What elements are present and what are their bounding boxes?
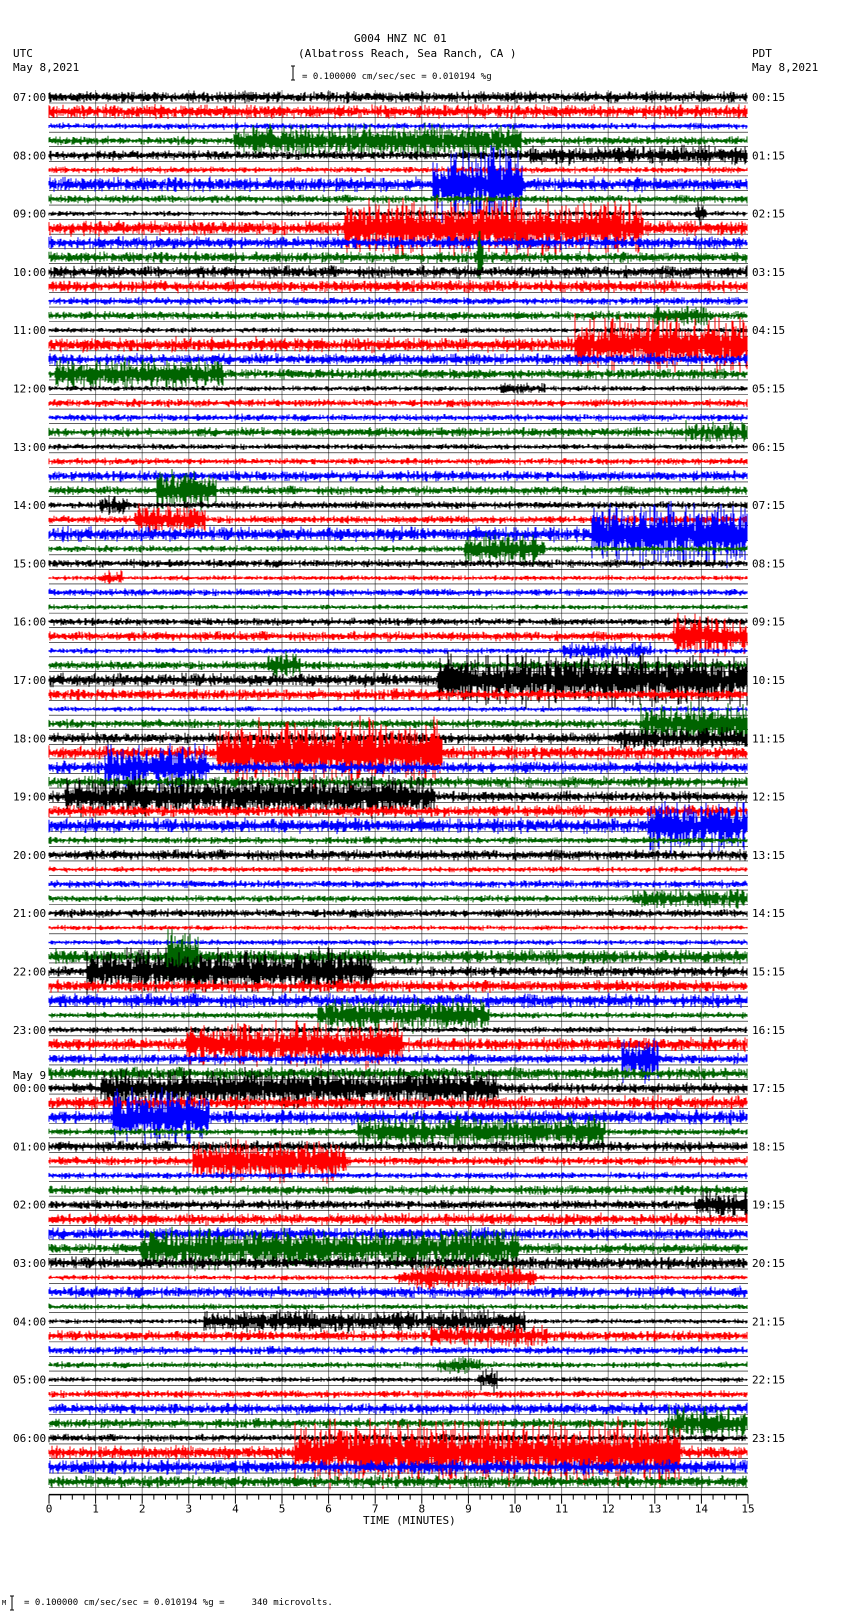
pdt-hour-label: 10:15: [752, 674, 786, 687]
seismic-trace: [49, 979, 747, 993]
seismic-trace: [49, 706, 747, 712]
pdt-hour-label: 04:15: [752, 324, 786, 338]
x-tick-label: 2: [138, 1502, 146, 1516]
pdt-hour-label: 17:15: [752, 1082, 786, 1096]
seismic-trace: [49, 104, 747, 119]
seismic-trace: [49, 1368, 747, 1393]
pdt-hour-label: 00:15: [752, 91, 786, 104]
pdt-hour-label: 06:15: [752, 440, 786, 454]
seismic-trace: [49, 1185, 747, 1196]
utc-hour-label: 23:00: [13, 1023, 47, 1037]
pdt-hour-label: 14:15: [752, 907, 786, 921]
utc-hour-label: 10:00: [13, 265, 47, 279]
utc-hour-label: 04:00: [13, 1315, 47, 1329]
pdt-hour-label: 07:15: [752, 499, 786, 513]
utc-hour-label: 14:00: [13, 499, 47, 513]
seismic-trace: [49, 1346, 747, 1355]
seismic-trace: [49, 866, 747, 873]
utc-hour-label: 08:00: [13, 149, 47, 163]
x-tick-label: 13: [648, 1502, 662, 1516]
x-tick-label: 14: [694, 1502, 709, 1516]
pdt-hour-label: 03:15: [752, 265, 786, 279]
x-tick-label: 4: [232, 1502, 239, 1516]
seismic-trace: [49, 327, 747, 333]
x-tick-label: 7: [371, 1502, 379, 1516]
utc-hour-label: 19:00: [13, 790, 47, 804]
utc-hour-label: 16:00: [13, 615, 47, 629]
utc-hour-label: 12:00: [13, 382, 47, 396]
seismic-trace: [49, 399, 747, 408]
seismic-trace: [49, 604, 747, 610]
utc-hour-label: 06:00: [13, 1431, 47, 1445]
seismic-trace: [49, 1172, 747, 1180]
x-tick-label: 3: [185, 1502, 193, 1516]
x-tick-label: 1: [92, 1502, 99, 1516]
pdt-hour-label: 22:15: [752, 1373, 786, 1387]
seismic-trace: [49, 279, 747, 293]
seismic-trace: [49, 642, 747, 661]
x-tick-label: 12: [601, 1502, 615, 1516]
seismic-trace: [49, 1402, 747, 1415]
seismic-trace: [49, 836, 747, 844]
utc-hour-label: 02:00: [13, 1198, 47, 1212]
left-timezone: UTC: [13, 47, 33, 60]
seismic-trace: [49, 1303, 747, 1310]
pdt-hour-label: 21:15: [752, 1315, 786, 1329]
seismic-trace: [49, 197, 747, 260]
pdt-hour-label: 18:15: [752, 1140, 786, 1154]
x-tick-label: 5: [278, 1502, 286, 1516]
x-tick-label: 15: [741, 1502, 755, 1516]
utc-hour-label: 18:00: [13, 732, 47, 746]
footer-mark: M: [2, 1599, 7, 1607]
seismic-trace: [49, 1390, 747, 1399]
footer-scale-bar-icon: [10, 1596, 14, 1610]
seismic-trace: [49, 570, 747, 584]
pdt-hour-label: 01:15: [752, 149, 786, 163]
seismic-trace: [49, 414, 747, 422]
seismic-trace: [49, 458, 747, 466]
utc-hour-label: 05:00: [13, 1373, 47, 1387]
right-date: May 8,2021: [752, 61, 819, 74]
footer-scale: = 0.100000 cm/sec/sec = 0.010194 %g = 340 microvolts.: [24, 1598, 333, 1608]
utc-hour-label: 01:00: [13, 1140, 47, 1154]
x-tick-label: 6: [325, 1502, 332, 1516]
seismic-trace: [49, 91, 747, 104]
pdt-hour-label: 05:15: [752, 382, 786, 396]
pdt-hour-label: 12:15: [752, 790, 786, 804]
seismic-trace: [49, 166, 747, 173]
pdt-hour-label: 15:15: [752, 965, 786, 979]
pdt-hour-label: 20:15: [752, 1257, 786, 1270]
x-axis-label: TIME (MINUTES): [363, 1514, 456, 1527]
station-title: G004 HNZ NC 01: [354, 32, 447, 45]
right-timezone: PDT: [752, 47, 772, 60]
pdt-hour-label: 02:15: [752, 207, 786, 221]
seismic-trace: [49, 1286, 747, 1299]
pdt-hour-label: 09:15: [752, 615, 786, 629]
scale-label: = 0.100000 cm/sec/sec = 0.010194 %g: [302, 72, 492, 82]
seismic-trace: [49, 849, 747, 861]
seismic-trace: [49, 1140, 747, 1152]
x-tick-label: 8: [418, 1502, 426, 1516]
seismic-trace: [49, 383, 747, 394]
x-tick-label: 10: [508, 1502, 522, 1516]
utc-hour-label: 17:00: [13, 674, 47, 687]
pdt-hour-label: 19:15: [752, 1198, 786, 1212]
utc-hour-label: 20:00: [13, 848, 47, 862]
scale-bar-icon: [291, 66, 295, 80]
pdt-hour-label: 13:15: [752, 848, 786, 862]
seismic-trace: [49, 925, 747, 931]
seismic-trace: [49, 297, 747, 306]
utc-hour-label: 15:00: [13, 557, 47, 571]
left-date: May 8,2021: [13, 61, 80, 74]
utc-hour-label: 11:00: [13, 324, 47, 338]
seismic-trace: [49, 939, 747, 946]
seismic-trace: [49, 194, 747, 204]
utc-hour-label: 22:00: [13, 965, 47, 979]
date-change-label: May 9: [13, 1069, 47, 1083]
x-tick-label: 9: [465, 1502, 472, 1516]
utc-hour-label: 03:00: [13, 1257, 47, 1270]
seismic-trace: [49, 909, 747, 919]
utc-hour-label: 00:00: [13, 1082, 47, 1096]
utc-hour-label: 09:00: [13, 207, 47, 221]
pdt-hour-label: 08:15: [752, 557, 786, 571]
seismic-trace: [49, 776, 747, 789]
seismic-trace: [49, 805, 747, 818]
seismic-trace: [49, 265, 747, 279]
seismic-trace: [49, 559, 747, 568]
pdt-hour-label: 11:15: [752, 732, 786, 746]
seismic-trace: [49, 1213, 747, 1227]
station-location: (Albatross Reach, Sea Ranch, CA ): [298, 47, 517, 60]
utc-hour-label: 21:00: [13, 907, 47, 921]
utc-hour-label: 07:00: [13, 91, 47, 104]
seismic-trace: [49, 1475, 747, 1489]
seismic-trace: [49, 880, 747, 889]
seismic-trace: [49, 122, 747, 130]
pdt-hour-label: 16:15: [752, 1023, 786, 1037]
x-tick-label: 0: [45, 1502, 53, 1516]
seismic-trace: [49, 305, 747, 326]
seismic-trace: [49, 443, 747, 450]
seismic-trace: [49, 588, 747, 596]
seismic-trace: [49, 470, 747, 482]
utc-hour-label: 13:00: [13, 440, 47, 454]
pdt-hour-label: 23:15: [752, 1431, 786, 1445]
seismic-trace: [49, 888, 747, 908]
seismic-trace: [49, 617, 747, 626]
x-tick-label: 11: [554, 1502, 569, 1516]
